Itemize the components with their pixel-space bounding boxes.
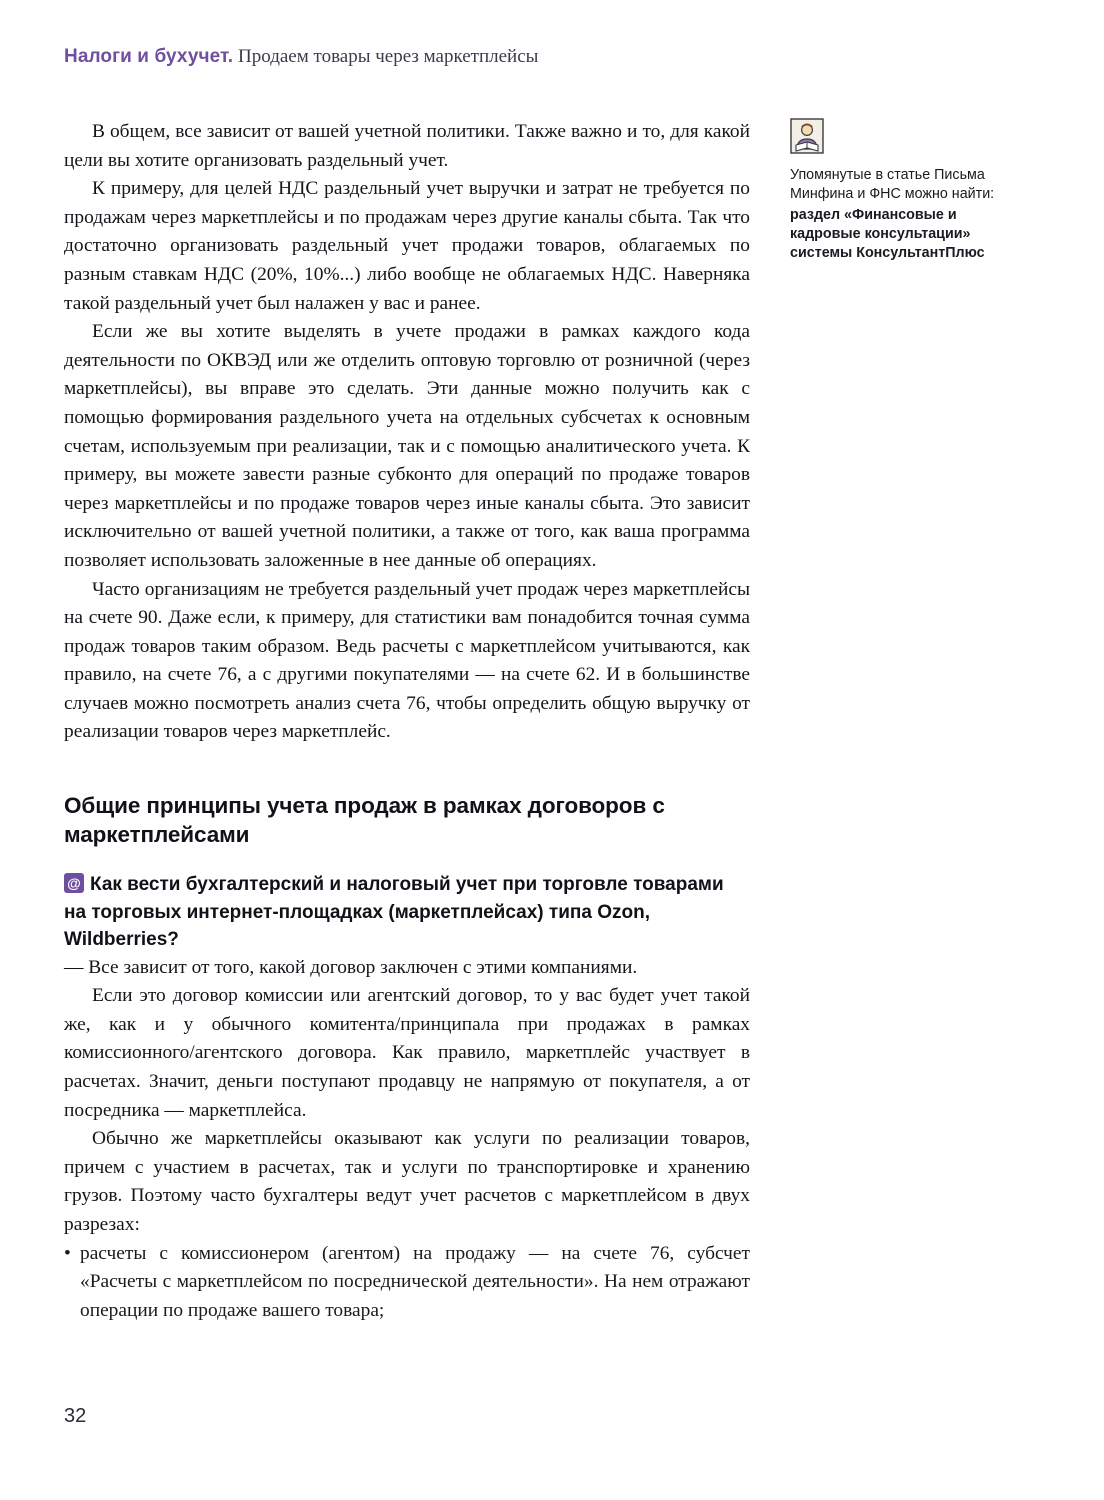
qa-bullet-list — [64, 1240, 750, 1326]
qa-question-text: Как вести бухгалтерский и налоговый учет при торговле товарами на торговых интернет-площадках (маркетплейсах) типа Ozon, Wildberries? — [64, 874, 724, 951]
main-text-column — [64, 118, 750, 1325]
sidenote-reference: раздел «Финансовые и кадровые консультации» системы КонсультантПлюс — [790, 207, 985, 261]
sidenote-text — [790, 166, 1018, 263]
paragraph-4: Часто организациям не требуется раздельный учет продаж через маркетплейсы на счете 90. Даже если, к примеру, для статистики вам понадобится точная сумма продаж товаров таким образом. Ведь расчеты с маркетплейсом учитываются, как правило, на счете 76, а с другими покупателями — на счете 62. И в большинстве случаев можно посмотреть анализ счета 76, чтобы определить общую выручку от реализации товаров через маркетплейс. — [64, 578, 750, 743]
sidenote — [790, 118, 1018, 263]
page-number: 32 — [64, 1405, 87, 1427]
section-title: Общие принципы учета продаж в рамках договоров с маркетплейсами — [64, 793, 665, 848]
book-reader-icon — [790, 118, 824, 154]
qa-block — [64, 871, 750, 1325]
qa-answer-3: Обычно же маркетплейсы оказывают как услуги по реализации товаров, причем с участием в расчетах, так и услуги по транспортировке и хранению грузов. Поэтому часто бухгалтеры ведут учет расчетов с маркетплейсом в двух разрезах: — [64, 1128, 750, 1235]
qa-answer-2: Если это договор комиссии или агентский договор, то у вас будет учет такой же, как и у обычного комитента/принципала при продажах в рамках комиссионного/агентского договора. Как правило, маркетплейс участвует в расчетах. Значит, деньги поступают продавцу не напрямую от покупателя, а от посредника — маркетплейса. — [64, 985, 750, 1121]
qa-question — [64, 871, 750, 954]
running-head — [64, 44, 1004, 70]
at-badge-icon: @ — [64, 873, 84, 893]
paragraph-2: К примеру, для целей НДС раздельный учет выручки и затрат не требуется по продажам через маркетплейсы и по продажам через другие каналы сбыта. Так что достаточно организовать раздельный учет продажи товаров, облагаемых по разным ставкам НДС (20%, 10%...) либо вообще не облагаемых НДС. Наверняка такой раздельный учет был налажен у вас и ранее. — [64, 178, 750, 314]
paragraph-1: В общем, все зависит от вашей учетной политики. Также важно и то, для какой цели вы хотите организовать раздельный учет. — [64, 121, 750, 171]
running-head-subject: Продаем товары через маркетплейсы — [238, 46, 539, 67]
sidenote-lead: Упомянутые в статье Письма Минфина и ФНС можно найти: — [790, 167, 995, 202]
qa-answer-1: — Все зависит от того, какой договор заключен с этими компаниями. — [64, 956, 638, 978]
running-head-rubric: Налоги и бухучет. — [64, 46, 234, 67]
list-item: • расчеты с комиссионером (агентом) на продажу — на счете 76, субсчет «Расчеты с маркетплейсом по посреднической деятельности». На нем отражают операции по продаже вашего товара; — [64, 1240, 750, 1326]
paragraph-3: Если же вы хотите выделять в учете продажи в рамках каждого кода деятельности по ОКВЭД или же отделить оптовую торговлю от розничной (через маркетплейсы), вы вправе это сделать. Эти данные можно получить как с помощью формирования раздельного учета на отдельных субсчетах к основным счетам, используемым при реализации, так и с помощью аналитического учета. К примеру, вы можете завести разные субконто для операций по продаже товаров через маркетплейсы и по продаже товаров через иные каналы сбыта. Это зависит исключительно от вашей учетной политики, а также от того, как ваша программа позволяет использовать заложенные в нее данные об операциях. — [64, 321, 750, 571]
